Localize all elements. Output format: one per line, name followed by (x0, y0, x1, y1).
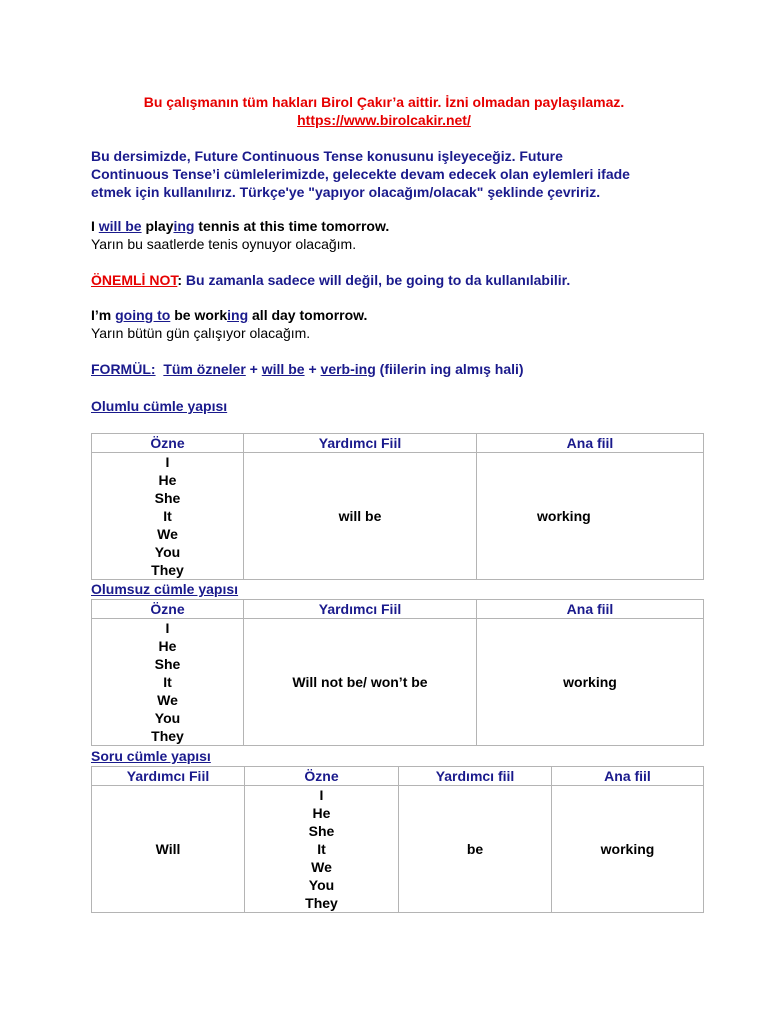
positive-title: Olumlu cümle yapısı (91, 398, 228, 414)
negative-table (91, 599, 704, 746)
header-cell: Özne (245, 767, 399, 786)
table-row (92, 453, 704, 580)
table-header-row (92, 767, 704, 786)
formula-verb-ing: verb-ing (320, 361, 376, 377)
subjects-cell: I He She It We You They (245, 786, 399, 913)
subjects-cell: I He She It We You They (92, 619, 244, 746)
example-translation-2: Yarın bütün gün çalışıyor olacağım. (91, 325, 311, 341)
formula-label: FORMÜL: (91, 361, 156, 377)
header-cell: Yardımcı fiil (399, 767, 552, 786)
important-note: ÖNEMLİ NOT: Bu zamanla sadece will değil, be going to da kullanılabilir. (91, 272, 571, 288)
header-cell: Yardımcı Fiil (244, 434, 477, 453)
subjects-cell: I He She It We You They (92, 453, 244, 580)
header-cell: Özne (92, 434, 244, 453)
header-cell: Ana fiil (552, 767, 704, 786)
header-cell: Yardımcı Fiil (92, 767, 245, 786)
example-translation-1: Yarın bu saatlerde tenis oynuyor olacağım. (91, 236, 357, 252)
aux-cell: Will not be/ won’t be (244, 619, 477, 746)
going-to-highlight: going to (115, 307, 171, 323)
aux-cell: be (399, 786, 552, 913)
ing-highlight: ing (173, 218, 195, 234)
header-cell: Ana fiil (477, 434, 704, 453)
table-header-row (92, 600, 704, 619)
formula: FORMÜL: Tüm özneler + will be + verb-ing (fiilerin ing almış hali) (91, 361, 524, 377)
table-row (92, 786, 704, 913)
intro-line: etmek için kullanılırız. Türkçe'ye "yapıyor olacağım/olacak" şeklinde çevririz. (91, 184, 601, 200)
website-link[interactable]: https://www.birolcakir.net/ (297, 112, 471, 128)
header-cell: Yardımcı Fiil (244, 600, 477, 619)
positive-table (91, 433, 704, 580)
header-cell: Özne (92, 600, 244, 619)
intro-line: Continuous Tense’i cümlelerimizde, gelecekte devam edecek olan eylemleri ifade (91, 166, 630, 182)
example-sentence-1: I will be playing tennis at this time tomorrow. (91, 218, 390, 234)
formula-will-be: will be (261, 361, 305, 377)
main-verb-cell: working (477, 619, 704, 746)
main-verb-cell: working (477, 453, 704, 580)
table-header-row (92, 434, 704, 453)
question-table (91, 766, 704, 913)
aux-cell: will be (244, 453, 477, 580)
ing-highlight: ing (227, 307, 249, 323)
intro-paragraph (91, 147, 711, 201)
header-cell: Ana fiil (477, 600, 704, 619)
main-verb-cell: working (552, 786, 704, 913)
question-title: Soru cümle yapısı (91, 748, 211, 764)
negative-title: Olumsuz cümle yapısı (91, 581, 239, 597)
note-label: ÖNEMLİ NOT (91, 272, 178, 288)
aux-cell: Will (92, 786, 245, 913)
note-text: Bu zamanla sadece will değil, be going to da kullanılabilir. (182, 272, 571, 288)
formula-subjects: Tüm özneler (163, 361, 246, 377)
example-sentence-2: I’m going to be working all day tomorrow. (91, 307, 368, 323)
intro-line: Bu dersimizde, Future Continuous Tense konusunu işleyeceğiz. Future (91, 148, 563, 164)
will-be-highlight: will be (98, 218, 142, 234)
copyright-notice: Bu çalışmanın tüm hakları Birol Çakır’a aittir. İzni olmadan paylaşılamaz. (143, 94, 625, 110)
table-row (92, 619, 704, 746)
